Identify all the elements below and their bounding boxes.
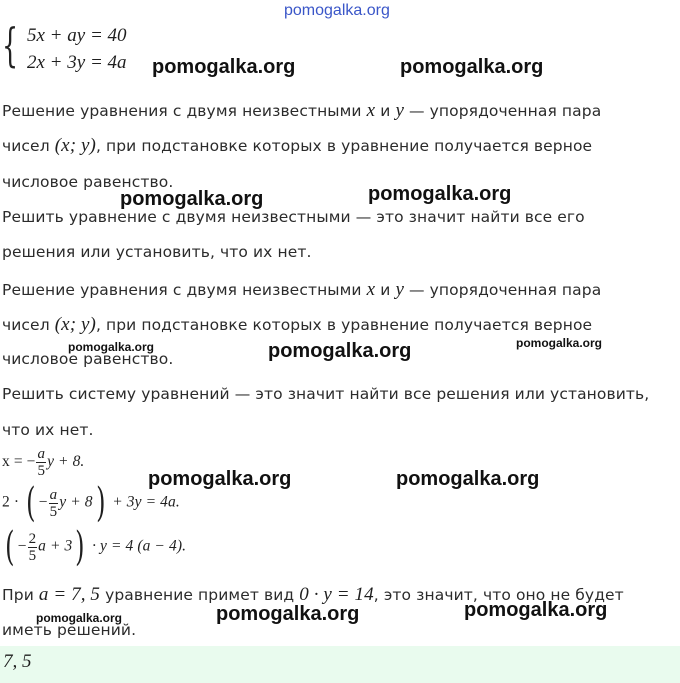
def-solve-eq-line1: Решить уравнение с двумя неизвестными — это значит найти все его bbox=[2, 208, 585, 226]
step2-inner: y + 8 bbox=[59, 493, 93, 511]
def-text: , при подстановке которых в уравнение получается верное bbox=[95, 137, 593, 155]
def-text: , при подстановке которых в уравнение получается верное bbox=[95, 316, 593, 334]
watermark: pomogalka.org bbox=[120, 188, 264, 210]
system-eq1: 5x + ay = 40 bbox=[27, 25, 127, 46]
var-y: y bbox=[395, 100, 404, 121]
answer-value: 7, 5 bbox=[3, 651, 32, 672]
watermark: pomogalka.org bbox=[148, 468, 292, 490]
var-x: x bbox=[366, 279, 376, 300]
watermark: pomogalka.org bbox=[36, 611, 123, 625]
step1-lhs: x = − bbox=[2, 453, 36, 471]
and-word: и bbox=[380, 281, 391, 299]
conclusion-math-a: a = 7, 5 bbox=[38, 584, 101, 605]
conclusion-text: , это значит, что оно не будет bbox=[373, 586, 624, 604]
pair-xy: (x; y) bbox=[54, 135, 96, 156]
def-solution-line1 bbox=[2, 100, 601, 122]
fraction: $\frac{2}{5}$ bbox=[28, 530, 37, 564]
system-eq2: 2x + 3y = 4a bbox=[27, 52, 127, 73]
site-link[interactable]: pomogalka.org bbox=[284, 2, 390, 19]
system-brace: { bbox=[2, 18, 19, 72]
step-3: ( − $\frac{2}{5}$ a + 3) · y = 4 (a − 4). bbox=[5, 524, 187, 570]
watermark: pomogalka.org bbox=[464, 599, 608, 621]
var-y: y bbox=[395, 279, 404, 300]
pair-xy: (x; y) bbox=[54, 314, 96, 335]
answer-box bbox=[0, 646, 680, 683]
def-solution-line1-repeat bbox=[2, 279, 601, 301]
watermark: pomogalka.org bbox=[216, 603, 360, 625]
var-x: x bbox=[366, 100, 376, 121]
step1-rhs: y + 8. bbox=[47, 453, 85, 471]
def-text: — упорядоченная пара bbox=[409, 102, 602, 120]
fraction: $\frac{a}{5}$ bbox=[37, 446, 46, 479]
step-2: 2 · ( − $\frac{a}{5}$ y + 8) + 3y = 4a. bbox=[2, 480, 180, 526]
watermark: pomogalka.org bbox=[396, 468, 540, 490]
def-solution-line3: числовое равенство. bbox=[2, 173, 174, 191]
conclusion-math-eq: 0 · y = 14 bbox=[299, 584, 374, 605]
fraction: $\frac{a}{5}$ bbox=[49, 486, 58, 520]
conclusion-text: уравнение примет вид bbox=[105, 586, 295, 604]
watermark: pomogalka.org bbox=[68, 340, 155, 354]
conclusion-text: При bbox=[2, 586, 34, 604]
def-solution-line2 bbox=[2, 135, 592, 157]
watermark: pomogalka.org bbox=[400, 56, 544, 78]
watermark: pomogalka.org bbox=[268, 340, 412, 362]
step3-inner: a + 3 bbox=[38, 537, 73, 555]
step3-rhs: · y = 4 (a − 4). bbox=[88, 537, 187, 555]
def-solution-line2-repeat bbox=[2, 314, 592, 336]
def-solve-eq-line2: решения или установить, что их нет. bbox=[2, 243, 312, 261]
step2-rhs: + 3y = 4a. bbox=[108, 493, 180, 511]
def-text: Решение уравнения с двумя неизвестными bbox=[2, 102, 362, 120]
step2-lhs: 2 · bbox=[2, 493, 24, 511]
step-1 bbox=[2, 446, 84, 479]
def-text: чисел bbox=[2, 316, 50, 334]
watermark: pomogalka.org bbox=[368, 183, 512, 205]
and-word: и bbox=[380, 102, 391, 120]
def-solution-line3-repeat: числовое равенство. bbox=[2, 350, 174, 368]
def-solve-sys-line1: Решить систему уравнений — это значит найти все решения или установить, bbox=[2, 385, 650, 403]
def-text: Решение уравнения с двумя неизвестными bbox=[2, 281, 362, 299]
conclusion-line2: иметь решений. bbox=[2, 621, 137, 639]
def-solve-sys-line2: что их нет. bbox=[2, 421, 94, 439]
watermark: pomogalka.org bbox=[152, 56, 296, 78]
def-text: — упорядоченная пара bbox=[409, 281, 602, 299]
watermark: pomogalka.org bbox=[516, 336, 603, 350]
def-text: чисел bbox=[2, 137, 50, 155]
